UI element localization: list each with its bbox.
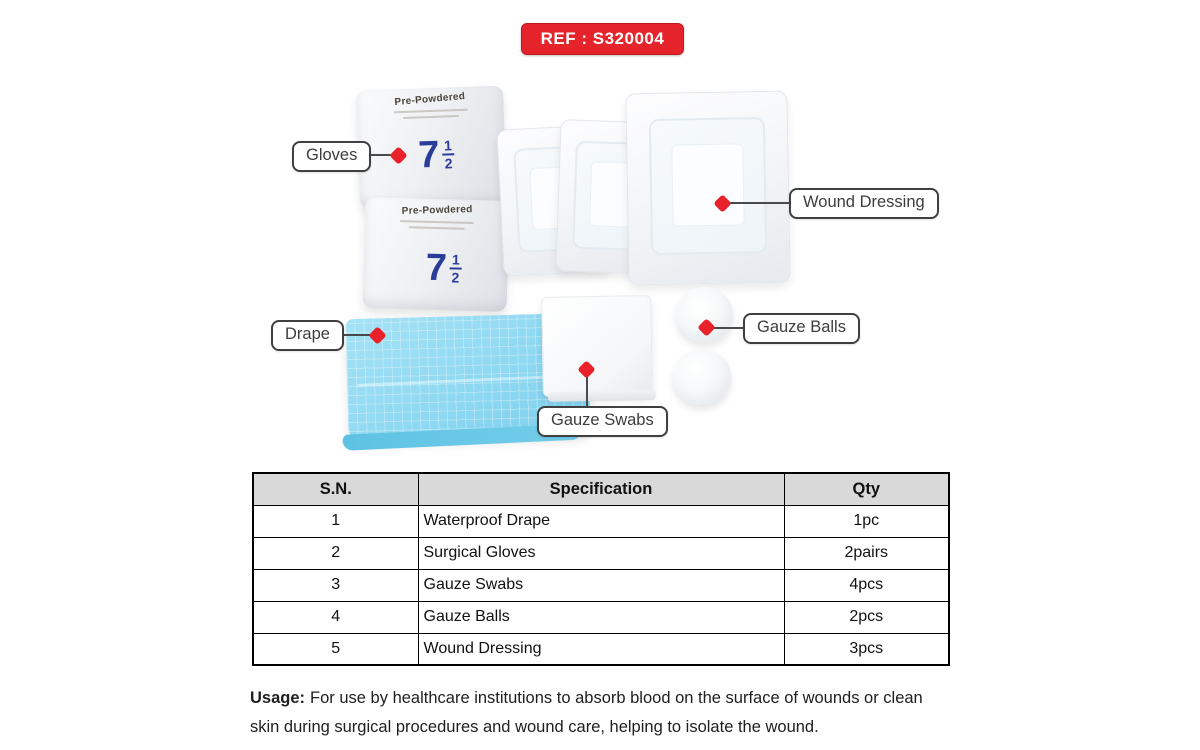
glove-fine-print-line: [393, 109, 467, 114]
glove-brand-text: Pre-Powdered: [394, 90, 466, 109]
glove-size-denominator: 2: [444, 155, 453, 172]
callout-drape: Drape: [271, 320, 344, 351]
glove-size-label: [425, 246, 462, 290]
cell-sn: 1: [253, 505, 418, 537]
glove-brand-text: Pre-Powdered: [401, 204, 473, 217]
table-row: [253, 569, 949, 601]
cell-qty: 3pcs: [784, 633, 949, 665]
glove-size-numerator: 1: [442, 138, 454, 155]
cell-specification: Wound Dressing: [418, 633, 784, 665]
glove-size-denominator: 2: [451, 269, 460, 286]
glove-pack-top: [356, 85, 507, 208]
leader-line-gauze-balls: [711, 327, 745, 329]
glove-size-fraction: [449, 252, 462, 284]
glove-fine-print-line: [402, 115, 458, 119]
glove-size-fraction: [442, 138, 455, 170]
cell-specification: Gauze Balls: [418, 601, 784, 633]
callout-gauze-balls: Gauze Balls: [743, 313, 860, 344]
column-header-sn: S.N.: [253, 473, 418, 505]
table-row: [253, 633, 949, 665]
cell-qty: 1pc: [784, 505, 949, 537]
cell-qty: 2pcs: [784, 601, 949, 633]
cell-specification: Gauze Swabs: [418, 569, 784, 601]
cell-sn: 3: [253, 569, 418, 601]
gauze-swabs-stack: [541, 295, 653, 397]
glove-fine-print-line: [409, 226, 465, 229]
glove-size-numerator: 1: [450, 252, 462, 269]
callout-gloves: Gloves: [292, 141, 371, 172]
column-header-qty: Qty: [784, 473, 949, 505]
gauze-ball-2: [673, 349, 731, 405]
cell-sn: 4: [253, 601, 418, 633]
leader-line-wound-dressing: [727, 202, 791, 204]
usage-text: For use by healthcare institutions to absorb blood on the surface of wounds or clean skin during surgical procedures and wound care, helping to isolate the wound.: [250, 689, 923, 736]
cell-specification: Surgical Gloves: [418, 537, 784, 569]
contents-table: [252, 472, 950, 666]
usage-note: [250, 684, 940, 741]
leader-line-gauze-swabs: [586, 377, 588, 408]
dressing-pad-center: [672, 143, 745, 227]
wound-dressing-pack-large: [625, 91, 790, 286]
glove-size-label: [417, 133, 455, 177]
table-row: [253, 537, 949, 569]
table-row: [253, 601, 949, 633]
glove-size-whole: 7: [417, 133, 441, 177]
usage-label: Usage:: [250, 689, 306, 707]
callout-wound-dressing: Wound Dressing: [789, 188, 939, 219]
glove-size-whole: 7: [425, 246, 448, 290]
glove-pack-bottom: [363, 197, 510, 312]
column-header-specification: Specification: [418, 473, 784, 505]
cell-qty: 4pcs: [784, 569, 949, 601]
cell-sn: 2: [253, 537, 418, 569]
callout-gauze-swabs: Gauze Swabs: [537, 406, 668, 437]
cell-qty: 2pairs: [784, 537, 949, 569]
ref-code-banner: REF : S320004: [521, 23, 684, 55]
cell-specification: Waterproof Drape: [418, 505, 784, 537]
table-header-row: [253, 473, 949, 505]
table-row: [253, 505, 949, 537]
dressing-pad: [649, 117, 767, 256]
cell-sn: 5: [253, 633, 418, 665]
glove-fine-print-line: [400, 220, 474, 224]
